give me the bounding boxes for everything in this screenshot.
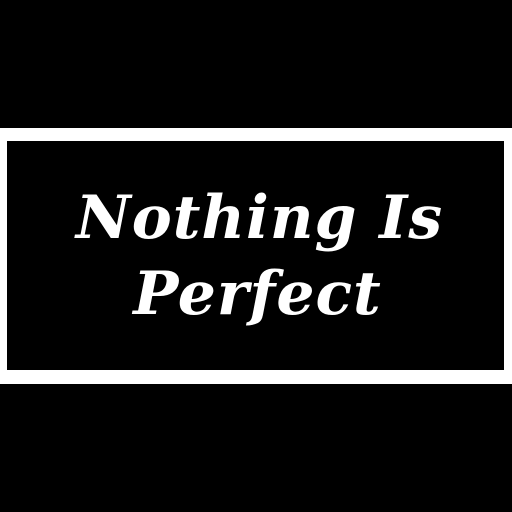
headline-line-2: Perfect <box>133 258 382 329</box>
headline-line-1: Nothing Is <box>75 182 444 253</box>
text-panel <box>7 141 504 370</box>
